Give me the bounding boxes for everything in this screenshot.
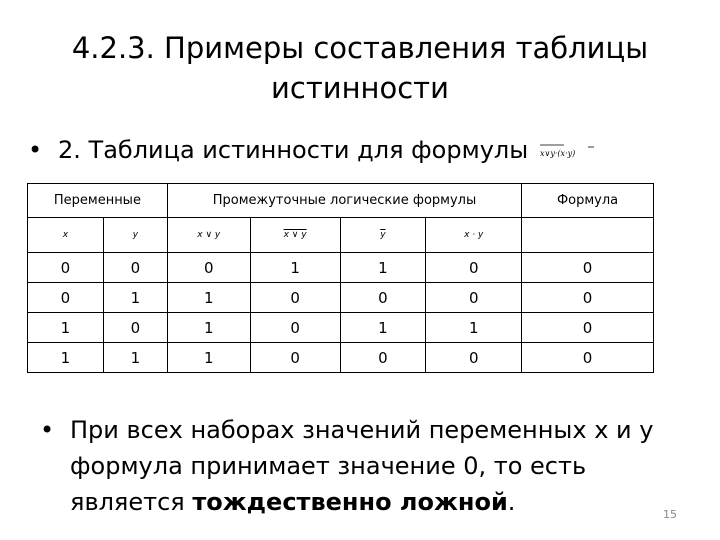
table-cell: 0 bbox=[426, 343, 522, 373]
table-row bbox=[28, 253, 654, 283]
table-cell: 1 bbox=[340, 253, 426, 283]
table-cell: 0 bbox=[250, 313, 340, 343]
svg-text:x∨y·(x·y): x∨y·(x·y) bbox=[539, 149, 576, 158]
table-cell: 1 bbox=[103, 283, 167, 313]
conclusion-text bbox=[40, 412, 680, 520]
truth-table bbox=[27, 183, 654, 373]
subheader-row bbox=[28, 218, 654, 253]
conclusion-text-before: При всех наборах значений переменных x и y формула принимает значение 0, то есть является bbox=[70, 416, 654, 516]
table-cell: 0 bbox=[522, 313, 654, 343]
table-cell: 1 bbox=[28, 313, 104, 343]
conclusion-bold: тождественно ложной bbox=[192, 488, 508, 516]
table-cell: 0 bbox=[426, 283, 522, 313]
page-number: 15 bbox=[663, 508, 677, 521]
table-row bbox=[28, 313, 654, 343]
subheader-x-and-y: x · y bbox=[426, 218, 522, 253]
subheader-x-or-y: x ∨ y bbox=[167, 218, 250, 253]
table-cell: 1 bbox=[340, 313, 426, 343]
formula-image bbox=[536, 142, 600, 160]
table-row bbox=[28, 283, 654, 313]
table-cell: 1 bbox=[426, 313, 522, 343]
table-cell: 0 bbox=[426, 253, 522, 283]
intermediate-header: Промежуточные логические формулы bbox=[167, 184, 521, 218]
table-cell: 0 bbox=[167, 253, 250, 283]
table-cell: 0 bbox=[250, 283, 340, 313]
formula-header: Формула bbox=[522, 184, 654, 218]
subheader-x: x bbox=[28, 218, 104, 253]
variables-header: Переменные bbox=[28, 184, 168, 218]
conclusion-text-after: . bbox=[507, 488, 516, 516]
table-cell: 1 bbox=[167, 283, 250, 313]
table-cell: 0 bbox=[522, 253, 654, 283]
table-row bbox=[28, 343, 654, 373]
table-cell: 1 bbox=[28, 343, 104, 373]
subheader-formula bbox=[522, 218, 654, 253]
title-line-2: истинности bbox=[271, 71, 449, 105]
table-cell: 0 bbox=[340, 343, 426, 373]
slide-title bbox=[40, 28, 680, 108]
table-cell: 0 bbox=[103, 253, 167, 283]
bullet-dot: • bbox=[28, 136, 43, 164]
bullet-intro bbox=[28, 134, 600, 166]
title-line-1: 4.2.3. Примеры составления таблицы bbox=[71, 31, 649, 65]
table-cell: 1 bbox=[103, 343, 167, 373]
table-cell: 0 bbox=[340, 283, 426, 313]
table-cell: 0 bbox=[522, 343, 654, 373]
bullet-dot: • bbox=[40, 416, 55, 444]
table-cell: 1 bbox=[250, 253, 340, 283]
table-cell: 0 bbox=[28, 253, 104, 283]
table-cell: 0 bbox=[28, 283, 104, 313]
bullet-conclusion bbox=[40, 412, 680, 520]
bullet-intro-text: 2. Таблица истинности для формулы bbox=[58, 136, 529, 164]
subheader-not-y: $\overline{y}$ bbox=[340, 218, 426, 253]
table-cell: 0 bbox=[522, 283, 654, 313]
table-cell: 0 bbox=[250, 343, 340, 373]
table-cell: 1 bbox=[167, 313, 250, 343]
group-header-row bbox=[28, 184, 654, 218]
table-cell: 1 bbox=[167, 343, 250, 373]
subheader-not-x-or-y: x ∨ y bbox=[250, 218, 340, 253]
subheader-y: y bbox=[103, 218, 167, 253]
table-cell: 0 bbox=[103, 313, 167, 343]
